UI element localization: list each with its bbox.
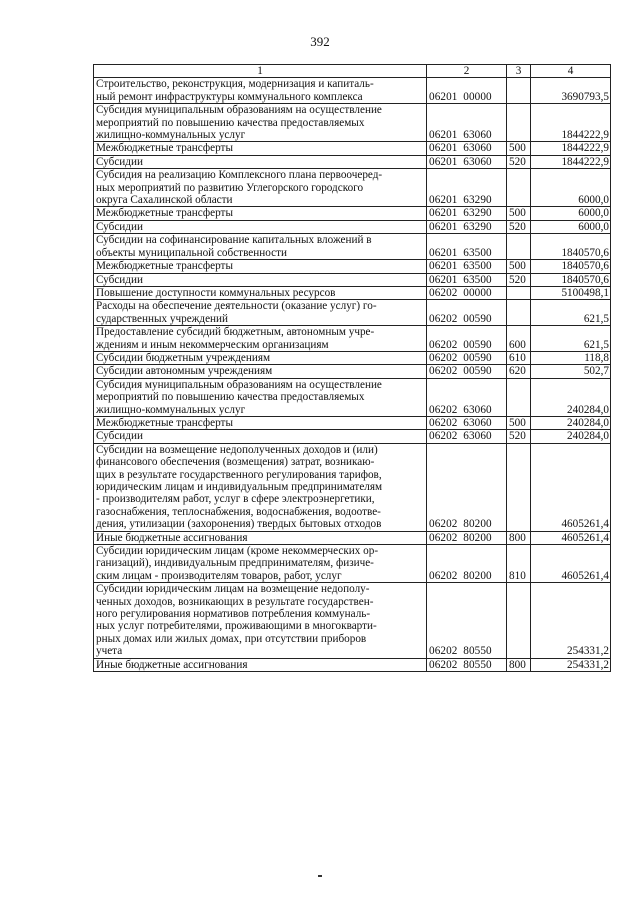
row-expense-type: [507, 169, 531, 207]
table-row: [94, 155, 611, 168]
table-row: [94, 351, 611, 364]
table-row: [94, 207, 611, 220]
row-amount: 1844222,9: [531, 155, 611, 168]
row-code: 06201 63500: [427, 234, 507, 260]
row-name-line: Межбюджетные трансферты: [96, 142, 233, 155]
row-name: [94, 443, 427, 531]
header-col-2: 2: [427, 65, 507, 78]
row-name-line: Субсидии на софинансирование капитальных вложений в: [96, 234, 372, 247]
row-code: 06201 63290: [427, 220, 507, 233]
row-name: [94, 220, 427, 233]
row-name: [94, 545, 427, 583]
header-col-4: 4: [531, 65, 611, 78]
row-name: [94, 416, 427, 429]
row-code: 06201 63060: [427, 155, 507, 168]
table-row: [94, 378, 611, 416]
row-name: [94, 583, 427, 658]
header-col-3: 3: [507, 65, 531, 78]
row-code: 06201 63060: [427, 142, 507, 155]
row-amount: 621,5: [531, 326, 611, 352]
row-name-line: дения, утилизации (захоронения) твердых бытовых отходов: [96, 518, 382, 531]
row-code: 06201 63290: [427, 169, 507, 207]
row-name: [94, 531, 427, 544]
row-amount: 6000,0: [531, 207, 611, 220]
row-amount: 4605261,4: [531, 443, 611, 531]
row-code: 06202 63060: [427, 416, 507, 429]
row-amount: 1840570,6: [531, 273, 611, 286]
row-amount: 240284,0: [531, 416, 611, 429]
row-name-line: ного регулирования нормативов потребления коммуналь-: [96, 608, 371, 621]
row-name-line: Субсидия на реализацию Комплексного плана первоочеред-: [96, 169, 383, 182]
row-name-line: объекты муниципальной собственности: [96, 246, 287, 259]
table-row: [94, 273, 611, 286]
row-code: 06202 80550: [427, 583, 507, 658]
row-code: 06202 80200: [427, 531, 507, 544]
table-row: [94, 658, 611, 671]
row-name-line: рных домах или жилых домах, при отсутствии приборов: [96, 632, 367, 645]
row-amount: 3690793,5: [531, 78, 611, 104]
row-code: 06201 63500: [427, 260, 507, 273]
row-name: [94, 365, 427, 378]
row-amount: 254331,2: [531, 658, 611, 671]
row-expense-type: [507, 104, 531, 142]
table-row: [94, 286, 611, 299]
row-expense-type: 600: [507, 326, 531, 352]
row-expense-type: 610: [507, 351, 531, 364]
row-name-line: Субсидии на возмещение недополученных доходов и (или): [96, 443, 378, 456]
header-col-1: 1: [94, 65, 427, 78]
row-amount: 502,7: [531, 365, 611, 378]
row-name-line: мероприятий по повышению качества предоставляемых: [96, 116, 365, 129]
row-expense-type: 500: [507, 260, 531, 273]
row-amount: 1840570,6: [531, 234, 611, 260]
row-name-line: ганизаций), индивидуальным предпринимателям, физиче-: [96, 557, 374, 570]
row-expense-type: [507, 300, 531, 326]
table-row: [94, 142, 611, 155]
row-code: 06201 63500: [427, 273, 507, 286]
row-name-line: Субсидии: [96, 273, 143, 286]
row-expense-type: 800: [507, 658, 531, 671]
row-code: 06202 63060: [427, 378, 507, 416]
row-name-line: Межбюджетные трансферты: [96, 260, 233, 273]
row-expense-type: 620: [507, 365, 531, 378]
row-name: [94, 658, 427, 671]
row-code: 06201 00000: [427, 78, 507, 104]
row-name-line: Субсидии: [96, 220, 143, 233]
row-code: 06202 00590: [427, 365, 507, 378]
row-code: 06202 00000: [427, 286, 507, 299]
row-name: [94, 378, 427, 416]
row-code: 06202 80550: [427, 658, 507, 671]
table-row: [94, 443, 611, 531]
row-amount: 1844222,9: [531, 142, 611, 155]
row-name-line: Субсидии бюджетным учреждениям: [96, 351, 271, 364]
row-expense-type: [507, 583, 531, 658]
table-row: [94, 260, 611, 273]
row-name-line: Повышение доступности коммунальных ресурсов: [96, 286, 336, 299]
table-row: [94, 234, 611, 260]
row-name-line: газоснабжения, теплоснабжения, водоснабжения, водоотве-: [96, 505, 381, 518]
row-expense-type: [507, 378, 531, 416]
row-name-line: ским лицам - производителям товаров, работ, услуг: [96, 569, 342, 582]
table-row: [94, 430, 611, 443]
row-name-line: Субсидии: [96, 430, 143, 443]
row-name-line: - производителям работ, услуг в сфере электроэнергетики,: [96, 493, 375, 506]
row-name-line: Субсидии юридическим лицам (кроме некоммерческих ор-: [96, 545, 379, 558]
row-name: [94, 260, 427, 273]
row-name-line: мероприятий по повышению качества предоставляемых: [96, 391, 365, 404]
row-amount: 5100498,1: [531, 286, 611, 299]
row-expense-type: [507, 443, 531, 531]
row-name-line: Иные бюджетные ассигнования: [96, 658, 248, 671]
footer-mark: [318, 875, 322, 877]
row-name: [94, 430, 427, 443]
row-name-line: юридическим лицам и индивидуальным предпринимателям: [96, 481, 383, 493]
row-name: [94, 300, 427, 326]
table-row: [94, 583, 611, 658]
budget-table: [93, 64, 611, 672]
row-name-line: ный ремонт инфраструктуры коммунального комплекса: [96, 90, 363, 103]
table-row: [94, 220, 611, 233]
row-name-line: ченных доходов, возникающих в результате государствен-: [96, 595, 374, 608]
row-name-line: Межбюджетные трансферты: [96, 416, 233, 429]
row-name-line: сударственных учреждений: [96, 312, 229, 325]
row-name-line: жилищно-коммунальных услуг: [96, 403, 246, 416]
row-name-line: Субсидия муниципальным образованиям на осуществление: [96, 378, 382, 391]
row-name-line: Иные бюджетные ассигнования: [96, 531, 248, 544]
row-name: [94, 78, 427, 104]
page-number: 392: [310, 34, 330, 49]
row-amount: 1844222,9: [531, 104, 611, 142]
row-amount: 4605261,4: [531, 545, 611, 583]
row-name-line: округа Сахалинской области: [96, 194, 233, 207]
row-amount: 118,8: [531, 351, 611, 364]
row-expense-type: 500: [507, 416, 531, 429]
row-code: 06202 00590: [427, 351, 507, 364]
row-name-line: Субсидии: [96, 155, 143, 168]
row-expense-type: 500: [507, 207, 531, 220]
row-amount: 240284,0: [531, 378, 611, 416]
row-amount: 4605261,4: [531, 531, 611, 544]
row-code: 06202 00590: [427, 326, 507, 352]
row-code: 06201 63060: [427, 104, 507, 142]
table-row: [94, 416, 611, 429]
row-name-line: Предоставление субсидий бюджетным, автономным учре-: [96, 326, 375, 339]
row-name-line: Строительство, реконструкция, модернизация и капиталь-: [96, 78, 374, 91]
row-expense-type: 520: [507, 220, 531, 233]
row-name-line: жилищно-коммунальных услуг: [96, 129, 246, 142]
row-code: 06202 80200: [427, 545, 507, 583]
row-name: [94, 351, 427, 364]
row-amount: 6000,0: [531, 220, 611, 233]
table-body: [94, 78, 611, 672]
row-name: [94, 326, 427, 352]
row-name-line: Субсидии юридическим лицам на возмещение недополу-: [96, 583, 370, 596]
row-name-line: ных мероприятий по развитию Углегорского городского: [96, 181, 364, 194]
table-header-row: [94, 65, 611, 78]
table-row: [94, 169, 611, 207]
row-name: [94, 286, 427, 299]
row-code: 06202 63060: [427, 430, 507, 443]
table-row: [94, 365, 611, 378]
row-name: [94, 234, 427, 260]
row-code: 06202 80200: [427, 443, 507, 531]
row-name: [94, 273, 427, 286]
row-name-line: ждениям и иным некоммерческим организациям: [96, 338, 329, 351]
table-row: [94, 300, 611, 326]
table-row: [94, 326, 611, 352]
row-expense-type: 520: [507, 155, 531, 168]
row-name: [94, 155, 427, 168]
row-name: [94, 207, 427, 220]
row-name-line: Расходы на обеспечение деятельности (оказание услуг) го-: [96, 300, 377, 313]
table-row: [94, 78, 611, 104]
table-row: [94, 531, 611, 544]
row-name-line: Субсидии автономным учреждениям: [96, 365, 273, 378]
table-row: [94, 104, 611, 142]
row-expense-type: 810: [507, 545, 531, 583]
row-name-line: Межбюджетные трансферты: [96, 207, 233, 220]
row-expense-type: 500: [507, 142, 531, 155]
row-name-line: учета: [96, 645, 123, 658]
row-expense-type: 800: [507, 531, 531, 544]
row-name-line: Субсидия муниципальным образованиям на осуществление: [96, 104, 382, 117]
row-amount: 1840570,6: [531, 260, 611, 273]
row-name: [94, 104, 427, 142]
row-expense-type: [507, 286, 531, 299]
row-name: [94, 169, 427, 207]
row-amount: 6000,0: [531, 169, 611, 207]
row-amount: 254331,2: [531, 583, 611, 658]
row-amount: 240284,0: [531, 430, 611, 443]
row-expense-type: [507, 234, 531, 260]
row-name-line: ных услуг потребителями, проживающими в многокварти-: [96, 620, 377, 633]
row-code: 06201 63290: [427, 207, 507, 220]
row-amount: 621,5: [531, 300, 611, 326]
row-name-line: щих в результате государственного регулирования тарифов,: [96, 468, 382, 481]
row-expense-type: 520: [507, 430, 531, 443]
row-expense-type: [507, 78, 531, 104]
row-name: [94, 142, 427, 155]
row-name-line: финансового обеспечения (возмещения) затрат, возникаю-: [96, 456, 375, 469]
table-row: [94, 545, 611, 583]
row-expense-type: 520: [507, 273, 531, 286]
row-code: 06202 00590: [427, 300, 507, 326]
